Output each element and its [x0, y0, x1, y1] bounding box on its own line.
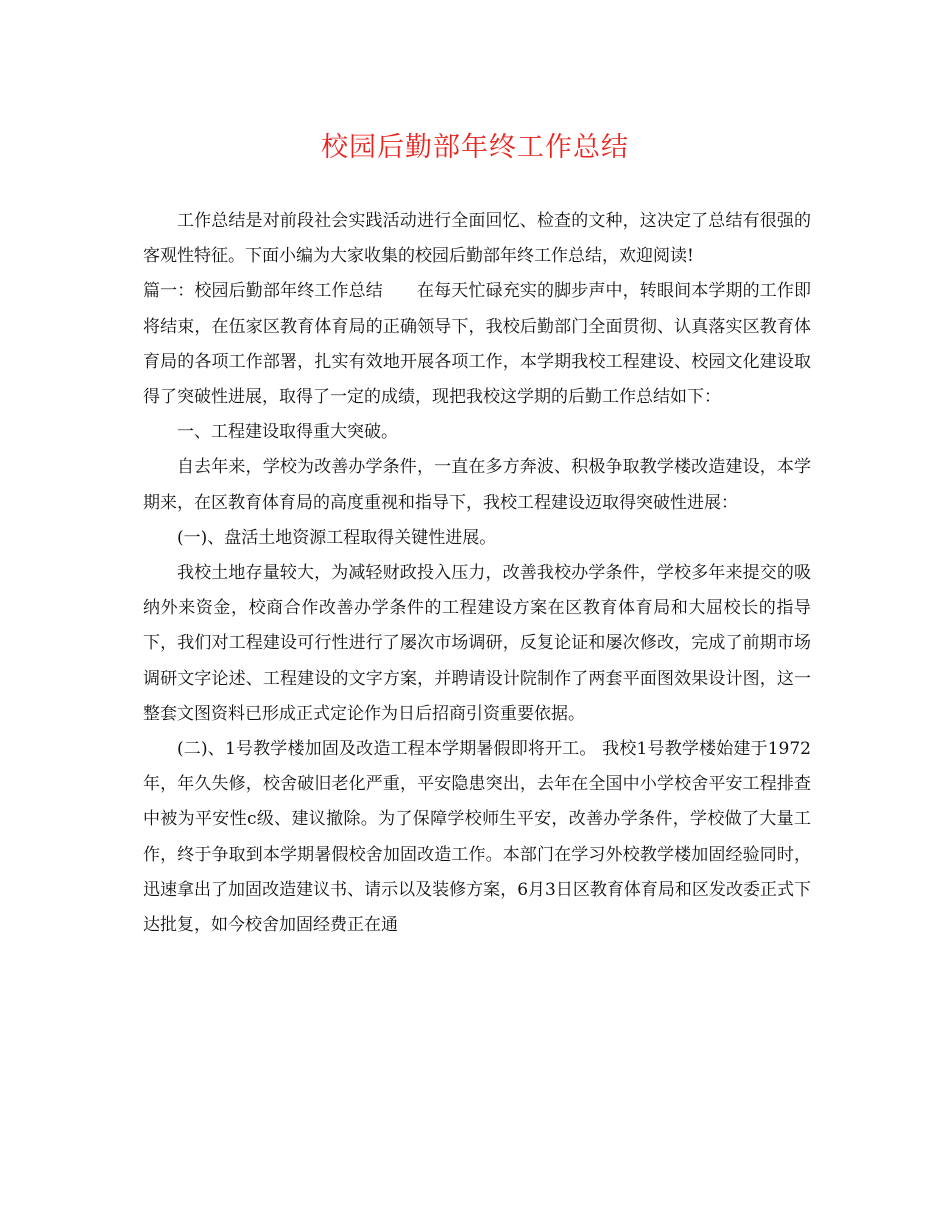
document-title: 校园后勤部年终工作总结 [321, 132, 629, 163]
subsection-paragraph-2: (二)、1号教学楼加固及改造工程本学期暑假即将开工。 我校1号教学楼始建于1972年，年久失修，校舍破旧老化严重，平安隐患突出，去年在全国中小学校舍平安工程排查中被为平安性c级、建议撤除。为了保障学校师生平安，改善办学条件，学校做了大量工作，终于争取到本学期暑假校舍加固改造工作。本部门在学习外校教学楼加固经验同时，迅速拿出了加固改造建议书、请示以及装修方案，6月3日区教育体育局和区发改委正式下达批复，如今校舍加固经费正在通 [143, 739, 811, 936]
part-one-body: 在每天忙碌充实的脚步声中，转眼间本学期的工作即将结束，在伍家区教育体育局的正确领导下，我校后勤部门全面贯彻、认真落实区教育体育局的各项工作部署，扎实有效地开展各项工作，本学期我校工程建设、校园文化建设取得了突破性进展，取得了一定的成绩，现把我校这学期的后勤工作总结如下： [143, 281, 812, 408]
part-one-paragraph [143, 274, 811, 415]
document-body [143, 204, 811, 943]
subsection-paragraph-1: 我校土地存量较大，为减轻财政投入压力，改善我校办学条件，学校多年来提交的吸纳外来资金，校商合作改善办学条件的工程建设方案在区教育体育局和大屈校长的指导下，我们对工程建设可行性进行了屡次市场调研，反复论证和屡次修改，完成了前期市场调研文字论述、工程建设的文字方案，并聘请设计院制作了两套平面图效果设计图，这一整套文图资料已形成正式定论作为日后招商引资重要依据。 [143, 563, 811, 724]
subsection-heading-1: (一)、盘活土地资源工程取得关键性进展。 [177, 527, 497, 548]
intro-paragraph: 工作总结是对前段社会实践活动进行全面回忆、检查的文种，这决定了总结有很强的客观性特征。下面小编为大家收集的校园后勤部年终工作总结，欢迎阅读! [143, 211, 811, 267]
section-paragraph-1: 自去年来，学校为改善办学条件，一直在多方奔波、积极争取教学楼改造建设，本学期来，在区教育体育局的高度重视和指导下，我校工程建设迈取得突破性进展： [143, 457, 811, 513]
section-heading-1: 一、工程建设取得重大突破。 [177, 422, 398, 443]
part-one-label: 篇一：校园后勤部年终工作总结 [143, 281, 383, 302]
